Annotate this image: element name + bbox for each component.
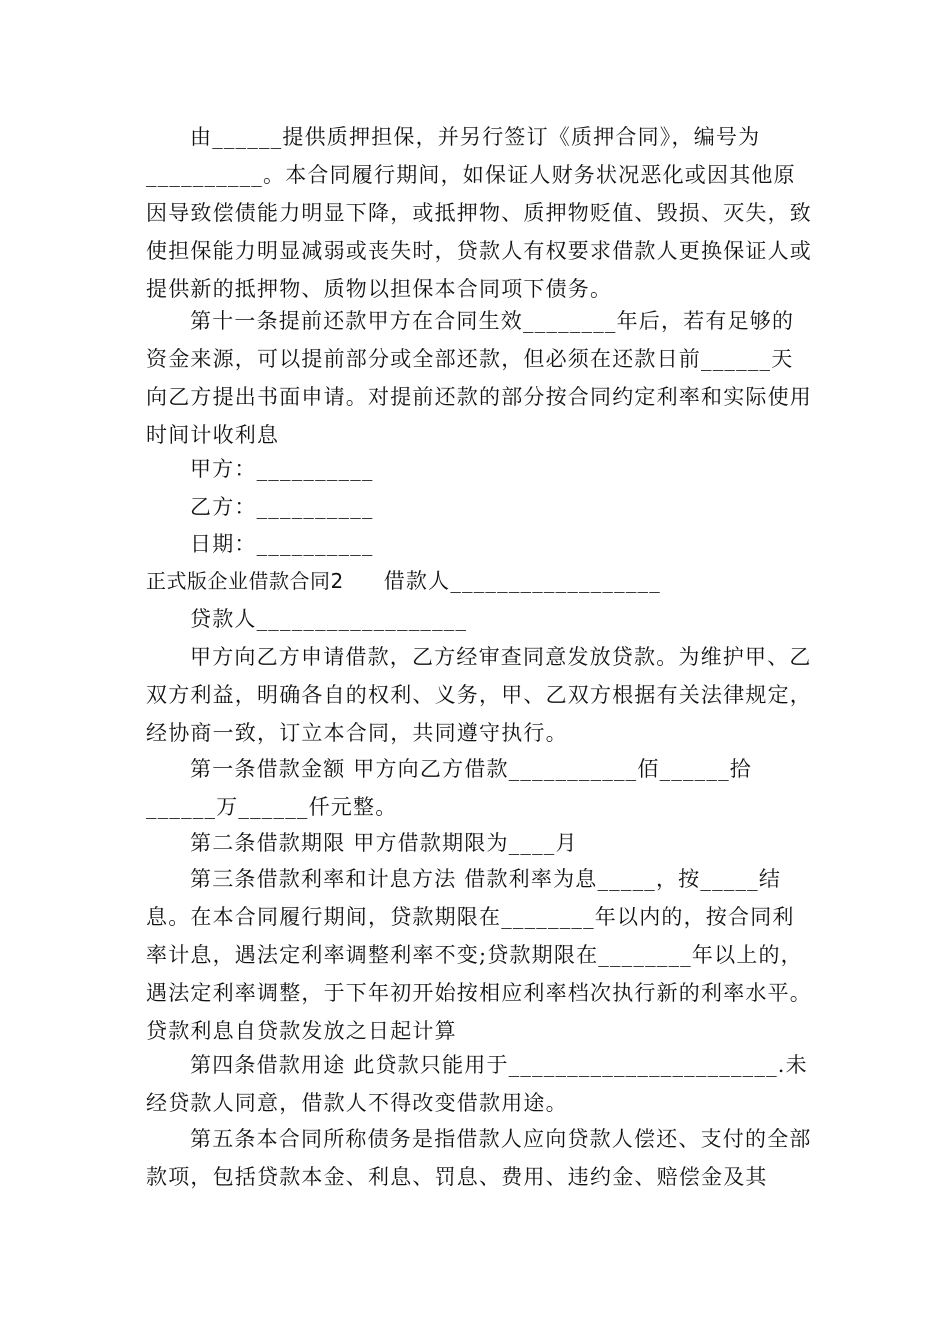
paragraph-article-4: 第四条借款用途 此贷款只能用于_______________________.未经贷款人同意，借款人不得改变借款用途。 bbox=[146, 1053, 808, 1115]
paragraph-preamble: 甲方向乙方申请借款，乙方经审查同意发放贷款。为维护甲、乙双方利益，明确各自的权利、义务，甲、乙双方根据有关法律规定，经协商一致，订立本合同，共同遵守执行。 bbox=[146, 645, 812, 745]
date-signature: 日期：__________ bbox=[190, 532, 374, 556]
paragraph-pledge: 由______提供质押担保，并另行签订《质押合同》，编号为__________。本合同履行期间，如保证人财务状况恶化或因其他原因导致偿债能力明显下降，或抵押物、质押物贬值、毁损、灭失，致使担保能力明显减弱或丧失时，贷款人有权要求借款人更换保证人或提供新的抵押物、质物以担保本合同项下债务。 bbox=[146, 125, 812, 301]
borrower-line: 借款人__________________ bbox=[383, 569, 661, 593]
paragraph-article-2: 第二条借款期限 甲方借款期限为____月 bbox=[190, 831, 578, 855]
party-b-signature: 乙方：__________ bbox=[190, 495, 374, 519]
paragraph-article-5: 第五条本合同所称债务是指借款人应向贷款人偿还、支付的全部款项，包括贷款本金、利息、罚息、费用、违约金、赔偿金及其 bbox=[146, 1127, 812, 1189]
party-a-signature: 甲方：__________ bbox=[190, 457, 374, 481]
contract-title: 正式版企业借款合同2 bbox=[146, 569, 344, 593]
contract-heading bbox=[146, 562, 661, 600]
paragraph-article-3: 第三条借款利率和计息方法 借款利率为息_____，按_____结息。在本合同履行期间，贷款期限在________年以内的，按合同利率计息，遇法定利率调整利率不变;贷款期限在________年以上的，遇法定利率调整，于下年初开始按相应利率档次执行新的利率水平。贷款利息自贷款发放之日起计算 bbox=[146, 867, 812, 1043]
lender-line: 贷款人__________________ bbox=[190, 607, 468, 631]
paragraph-article-11: 第十一条提前还款甲方在合同生效________年后，若有足够的资金来源，可以提前部分或全部还款，但必须在还款日前______天向乙方提出书面申请。对提前还款的部分按合同约定利率和实际使用时间计收利息 bbox=[146, 309, 812, 447]
paragraph-article-1: 第一条借款金额 甲方向乙方借款___________佰______拾______万______仟元整。 bbox=[146, 757, 752, 819]
